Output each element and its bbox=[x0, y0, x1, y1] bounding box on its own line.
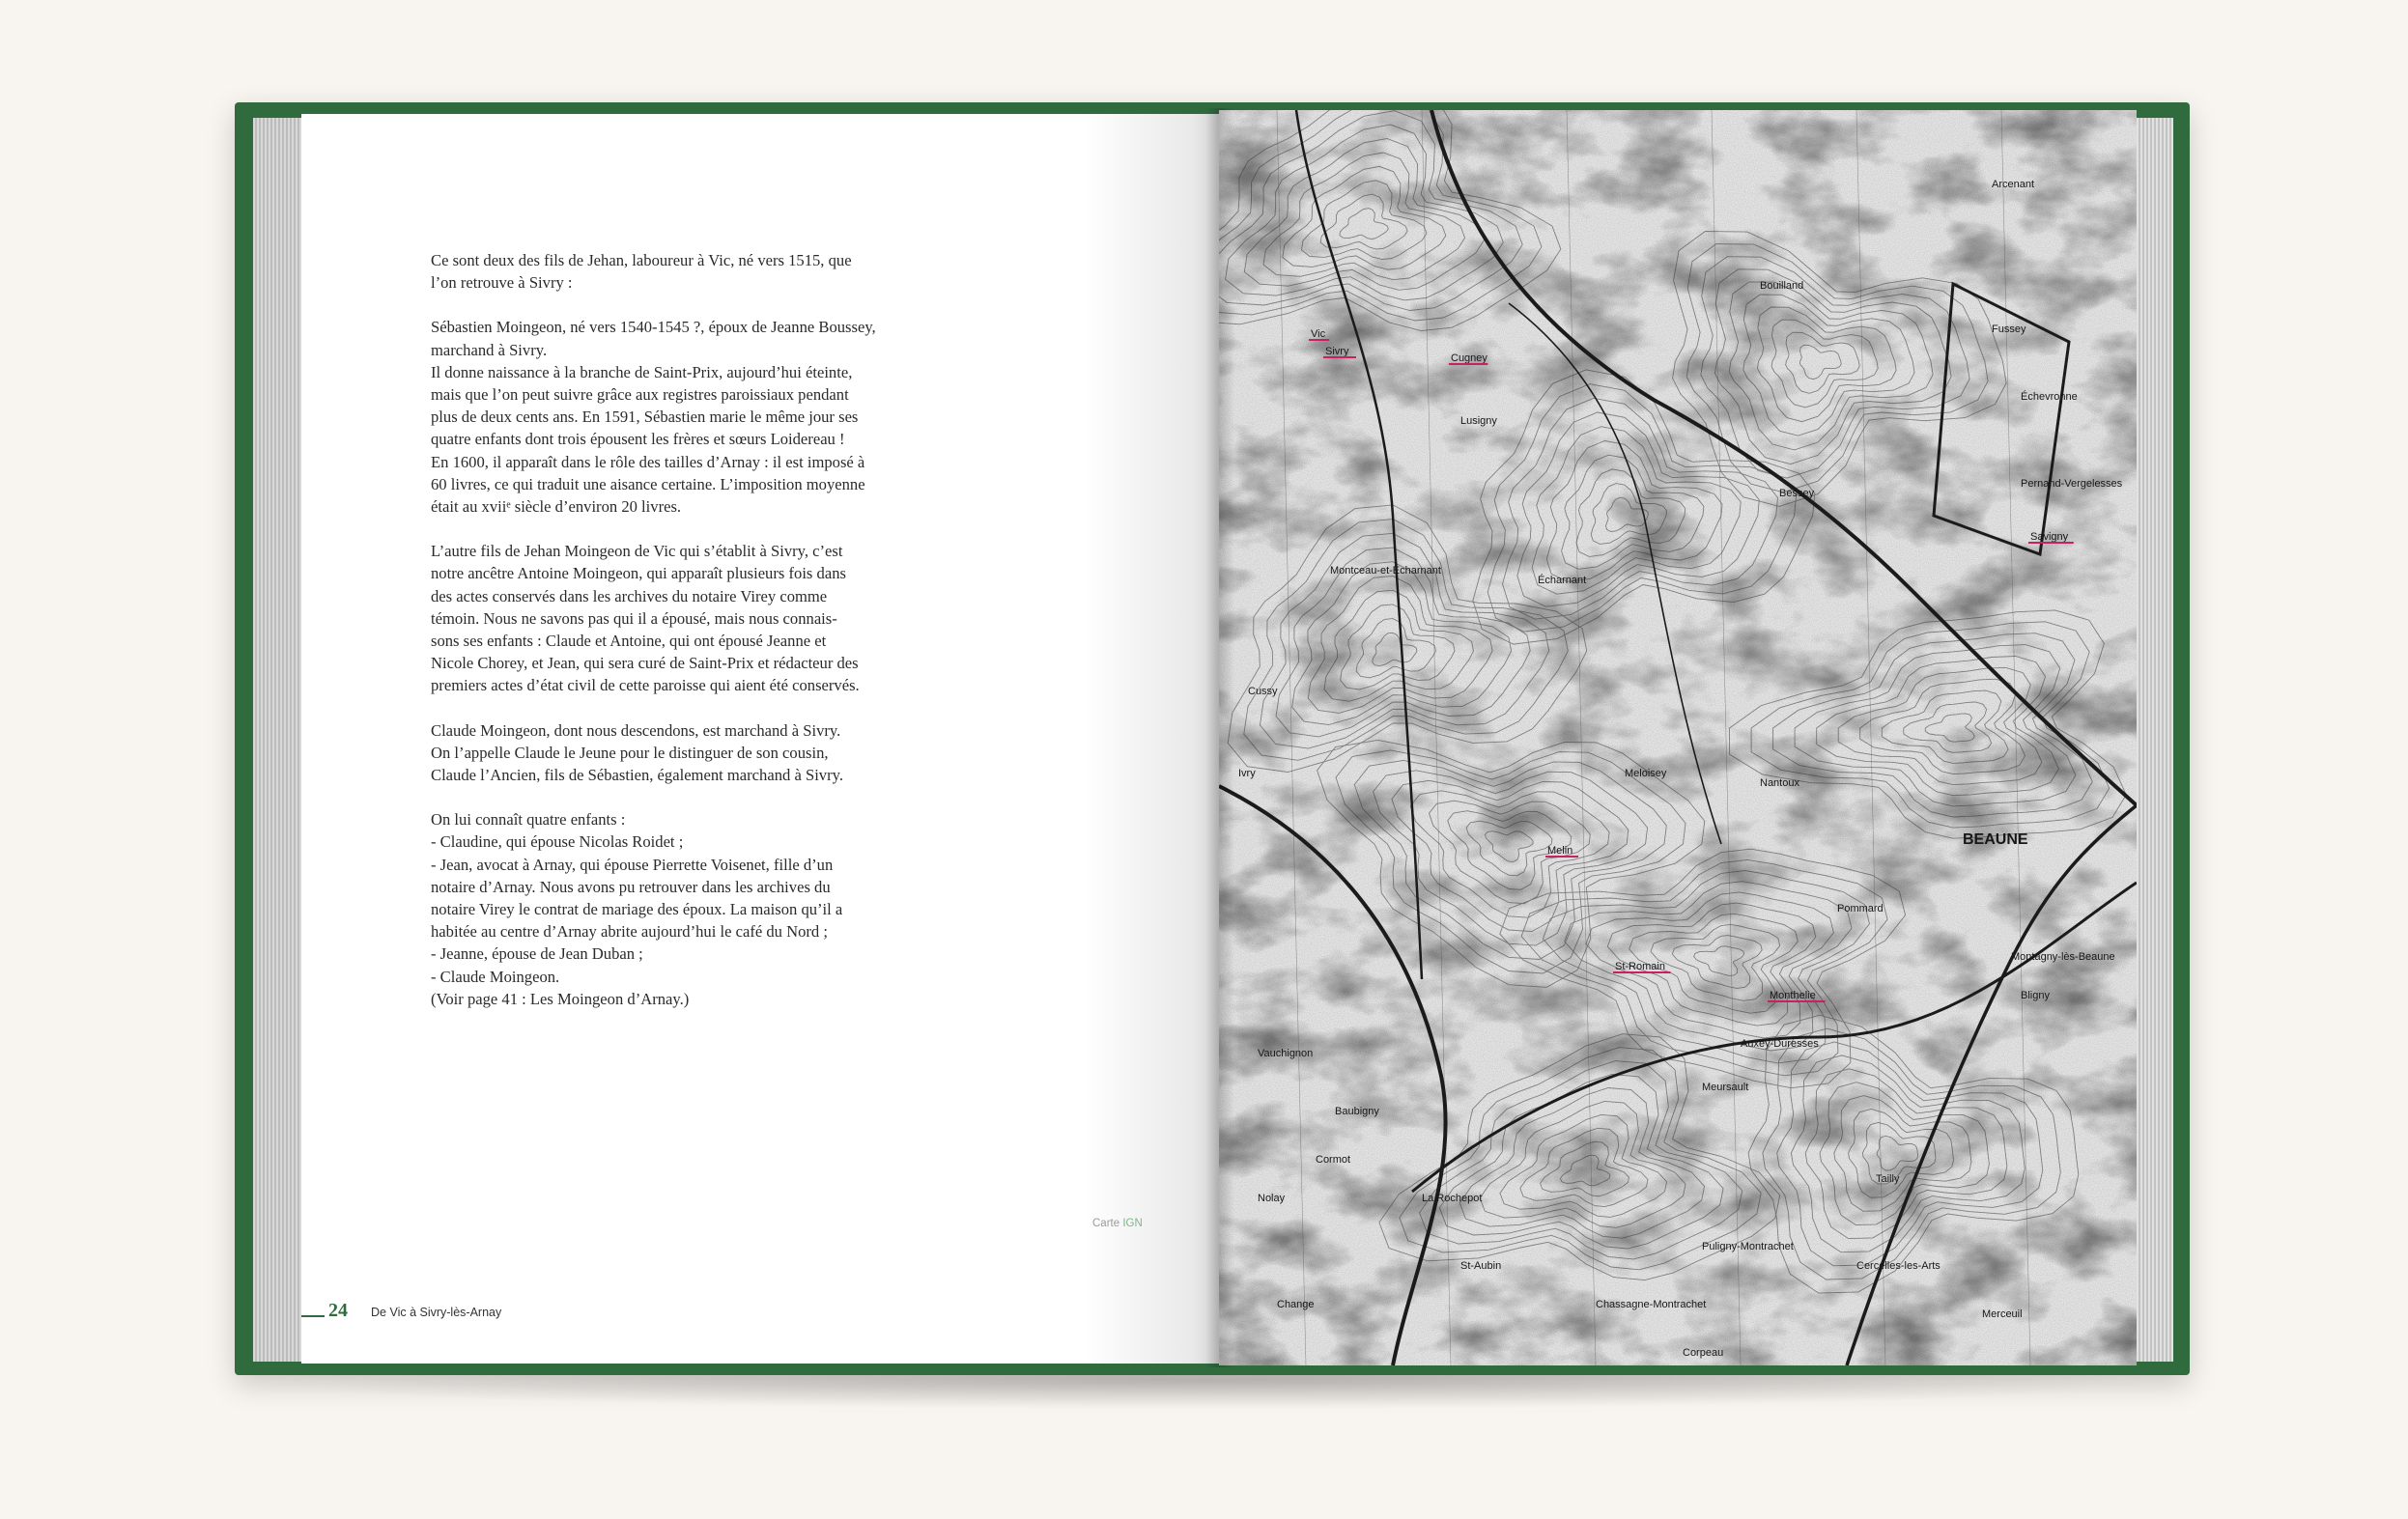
left-page-edges bbox=[253, 118, 307, 1362]
ign-topographic-map bbox=[1219, 110, 2137, 1365]
caption-accent: IGN bbox=[1122, 1218, 1143, 1229]
paragraph-3: L’autre fils de Jehan Moingeon de Vic qui s’établit à Sivry, c’est notre ancêtre Antoine Moingeon, qui apparaît plusieurs fois dans des actes conservés dans les archives du notaire Virey comme témoin. Nous ne savons pas qui il a épousé, mais nous connais- sons ses enfants : Claude et Antoine, qui ont épousé Jeanne et Nicole Chorey, et Jean, qui sera curé de Saint-Prix et rédacteur des premiers actes d’état civil de cette paroisse qui aient été conservés. bbox=[431, 542, 860, 695]
caption-prefix: Carte bbox=[1092, 1218, 1120, 1229]
page-number: 24 bbox=[328, 1300, 348, 1321]
paragraph-5: On lui connaît quatre enfants : - Claudine, qui épouse Nicolas Roidet ; - Jean, avocat à Arnay, qui épouse Pierrette Voisenet, fille d’un notaire d’Arnay. Nous avons pu retrouver dans les archives du notaire Virey le contrat de mariage des époux. La maison qu’il a habitée au centre d’Arnay abrite aujourd’hui le café du Nord ; - Jeanne, épouse de Jean Duban ; - Claude Moingeon. (Voir page 41 : Les Moingeon d’Arnay.) bbox=[431, 810, 843, 1008]
right-page-edges bbox=[2135, 118, 2173, 1362]
running-title: De Vic à Sivry-lès-Arnay bbox=[371, 1306, 502, 1319]
paragraph-2: Sébastien Moingeon, né vers 1540-1545 ?, époux de Jeanne Boussey, marchand à Sivry. Il donne naissance à la branche de Saint-Prix, aujourd’hui éteinte, mais que l’on peut suivre grâce aux registres paroissiaux pendant plus de deux cents ans. En 1591, Sébastien marie le même jour ses quatre enfants dont trois épousent les frères et sœurs Loidereau ! En 1600, il apparaît dans le rôle des tailles d’Arnay : il est imposé à 60 livres, ce qui traduit une aisance certaine. L’imposition moyenne était au xviiᵉ siècle d’environ 20 livres. bbox=[431, 318, 876, 517]
body-text bbox=[431, 249, 894, 1032]
map-grain bbox=[1219, 110, 2137, 1365]
book-gutter bbox=[1205, 108, 1234, 1367]
footer-rule bbox=[301, 1315, 325, 1317]
paragraph-1: Ce sont deux des fils de Jehan, laboureur à Vic, né vers 1515, que l’on retrouve à Sivry : bbox=[431, 251, 852, 293]
map-caption bbox=[1092, 1218, 1143, 1229]
paragraph-4: Claude Moingeon, dont nous descendons, est marchand à Sivry. On l’appelle Claude le Jeune pour le distinguer de son cousin, Claude l’Ancien, fils de Sébastien, également marchand à Sivry. bbox=[431, 720, 843, 785]
